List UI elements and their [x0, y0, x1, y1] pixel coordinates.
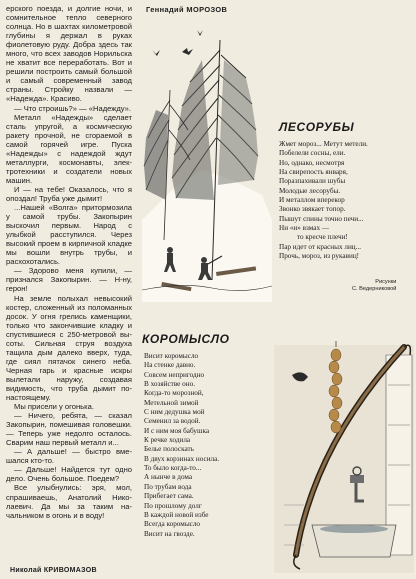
poem-line: И с ним моя бабушка [144, 426, 210, 435]
poem-line: В двух корзинах носила. [144, 454, 220, 463]
poem-line: А нынче в дома [144, 473, 193, 482]
article-paragraph: — Дальше! Найдется тут одно дело. Очень большое. Поедем? [6, 465, 132, 484]
illustration-credit [352, 279, 396, 293]
poem-line: На свирепость января, [279, 168, 348, 177]
article-text [6, 4, 132, 520]
article-paragraph: — Что строишь?» — «Надежду». [14, 103, 131, 113]
poem-line: Прочь, мороз, из рукавиц! [279, 252, 360, 261]
article-paragraph: На земле полыхал невысокий костер, сложенный из поломанных досок. У огня грелись каменщики, только что закончившие кладку и спустившиеся с 250-метровой высоты. Сильная струя воздуха тащила дым далеко вверх, туда, где сиял пятачок синего неба. Черная гарь и красные искры вылетали наружу, создавая видимость, что труба дымит по-настоящему. [6, 293, 132, 403]
article-paragraph: Мы присели у огонька. [14, 402, 94, 412]
article-paragraph: — Здорово меня купили, — признался Закопырин. — Н-ну, герон! [6, 266, 132, 294]
poem2-title: КОРОМЫСЛО [142, 332, 230, 346]
poem-line: Совсем непригодно [144, 370, 205, 379]
poem-line: Семенил за водой. [144, 417, 201, 426]
poem-line: Но, однако, несмотря [279, 158, 345, 167]
article-paragraph: — А дальше! — быстро вмешался кто-то. [6, 447, 132, 466]
poem-line: И металлом вперекор [279, 196, 345, 205]
poem-line: С ним дедушка мой [144, 408, 205, 417]
poem-line: В каждой новой избе [144, 510, 209, 519]
poem-line: На стенке давно. [144, 361, 196, 370]
poem-line: Всегда коромысло [144, 520, 201, 529]
poem-line: По прошлому долг [144, 501, 202, 510]
poem-line: Висит коромысло [144, 352, 199, 360]
poem-line: Белье полоскать [144, 445, 194, 454]
left-column [0, 0, 136, 579]
yoke-illustration [264, 325, 416, 575]
poem-line: Висит на гвоздe. [144, 529, 195, 538]
left-signature: Николай КРИВОМАЗОВ [10, 567, 97, 574]
poem-line: По трубам вода [144, 482, 192, 491]
poem1-title: ЛЕСОРУБЫ [279, 120, 355, 134]
article-paragraph: И — на тебе! Оказалось, что я опоздал! Труба уже дымит! [6, 184, 132, 203]
poem-line: То было когда-то... [144, 464, 202, 473]
poem-line: Метельной зимой [144, 398, 199, 407]
article-paragraph: ерского поезда, и долгие ночи, и сомнительное тепло северного солнца. Но в шахтах километровой глубины я держал в руках фиолетовую руду. Добра здесь так много, что всех заводов Норильска не хватит все переработать. Вот и решили построить самый большой и самый современный завод страны. Стройку назвали — «Надежда». Красиво. [6, 4, 132, 104]
poem-line: то кресче плечи! [279, 233, 348, 242]
poem-line: Поразпахивали шубы [279, 177, 346, 186]
poem1-text [279, 140, 368, 261]
poem-line: К речке ходила [144, 436, 191, 445]
poem-line: Молодые лесорубы. [279, 186, 341, 195]
credit-line1: Рисунки [375, 279, 397, 285]
poem-line: Ни «и» взмах — [279, 224, 330, 233]
article-paragraph: Металл «Надежды» сделает сталь упругой, а космическую ракету прочной, не сгораемой в самой горячей игре. Пуска «Надежды» с надеждой ждут металлурги, космонавты, электротехники и создатели новых машин. [6, 112, 132, 185]
poem2-text [144, 352, 219, 539]
article-paragraph: — Ничего, ребята, — сказал Закопырин, помешивая головешки. — Теперь уже недолго осталось. Сварим наш первый металл и... [6, 411, 132, 448]
article-paragraph: Все улыбнулись: эря, мол, спрашиваешь, Анатолий Николаевич. Да мы за таким начальником в огонь и в воду! [6, 483, 132, 520]
poem-line: Прибегает сама. [144, 492, 194, 501]
poem-line: Жмет мороз... Метут метели. [279, 140, 368, 148]
poem-author: Геннадий МОРОЗОВ [146, 5, 228, 14]
poem-line: Когда-то морозной, [144, 389, 204, 398]
poem-line: Звонко звякает топор. [279, 205, 346, 214]
credit-line2: С. Ведерниковой [352, 286, 397, 292]
poem-line: Побелели сосны, ели. [279, 149, 346, 158]
poem-line: В хозяйстве оно. [144, 380, 195, 389]
poem-line: Пар идет от красных лиц... [279, 242, 362, 251]
article-paragraph: ...Нашей «Волга» притормозила у самой трубы. Закопырин выскочил первым. Народ с улыбкой расступился. Через высокий проем в кирпичной кладке мы вошли внутрь трубы, и расхохотались. [6, 203, 132, 267]
poem-line: Пышут спины точно печи... [279, 214, 364, 223]
right-column [136, 0, 416, 579]
lumberjack-illustration [142, 20, 272, 302]
